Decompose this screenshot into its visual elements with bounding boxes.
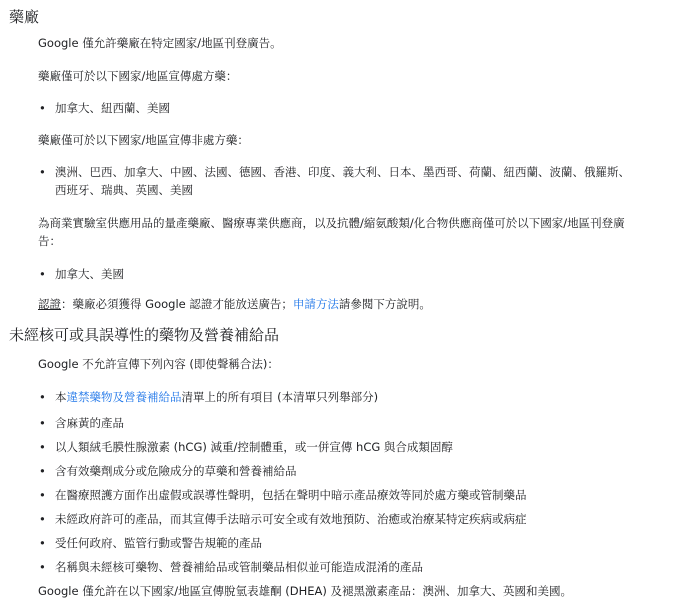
bullet-dot: • — [39, 267, 46, 281]
list-item-text: 在醫療照護方面作出虛假或誤導性聲明，包括在聲明中暗示產品療效等同於處方藥或管制藥品 — [55, 488, 527, 502]
list-item — [55, 413, 124, 433]
certification-tail: 請參閱下方說明。 — [338, 297, 431, 311]
pharma-heading: 藥廠 — [9, 8, 40, 26]
list-item-text: 含有效藥劑成分或危險成分的草藥和營養補給品 — [55, 464, 297, 478]
rx-label: 藥廠僅可於以下國家/地區宣傳非處方藥： — [38, 133, 249, 147]
list-item — [55, 533, 262, 553]
certification-text: ：藥廠必須獲得 Google 認證才能放送廣告； — [61, 297, 293, 311]
bullet-dot: • — [39, 416, 46, 430]
list-item-text: 受任何政府、監管行動或警告規範的產品 — [55, 536, 262, 550]
otc-countries: 加拿大、紐西蘭、美國 — [55, 101, 170, 115]
prohibited-list-link[interactable]: 違禁藥物及營養補給品 — [66, 390, 182, 404]
list-item-text: 以人類絨毛膜性腺激素 (hCG) 減重/控制體重，或一併宣傳 hCG 與合成類固醇 — [55, 440, 453, 454]
bullet-dot: • — [39, 536, 46, 550]
list-item — [55, 485, 527, 505]
list-item-text: 本 — [55, 390, 67, 404]
suppliers-line2: 告： — [38, 234, 61, 248]
bullet-dot: • — [39, 488, 46, 502]
certification-label: 認證 — [38, 297, 61, 311]
list-item-text: 名稱與未經核可藥物、營養補給品或管制藥品相似並可能造成混淆的產品 — [55, 560, 423, 574]
bullet-dot: • — [39, 165, 46, 179]
list-item — [55, 461, 297, 481]
certification-line — [38, 294, 431, 314]
apply-method-link[interactable]: 申請方法 — [292, 297, 339, 311]
unapproved-intro: Google 不允許宣傳下列內容 (即使聲稱合法)： — [38, 357, 279, 371]
list-item-text: 未經政府許可的產品，而其宣傳手法暗示可安全或有效地預防、治癒或治療某特定疾病或病症 — [55, 512, 527, 526]
otc-label: 藥廠僅可於以下國家/地區宣傳處方藥： — [38, 69, 238, 83]
unapproved-heading: 未經核可或具誤導性的藥物及營養補給品 — [9, 326, 280, 344]
list-item — [55, 437, 453, 457]
bullet-dot: • — [39, 464, 46, 478]
list-item-text-tail: 清單上的所有項目 (本清單只列舉部分) — [181, 390, 379, 404]
list-item — [55, 509, 527, 529]
bullet-dot: • — [39, 440, 46, 454]
list-item — [55, 387, 378, 407]
pharma-intro: Google 僅允許藥廠在特定國家/地區刊登廣告。 — [38, 36, 282, 50]
bullet-dot: • — [39, 390, 46, 404]
dhea-note: Google 僅允許在以下國家/地區宣傳脫氫表雄酮 (DHEA) 及褪黑激素產品：澳洲、加拿大、英國和美國。 — [38, 584, 572, 598]
list-item-text: 含麻黃的產品 — [55, 416, 124, 430]
rx-countries-line2: 西班牙、瑞典、英國、美國 — [55, 183, 193, 197]
bullet-dot: • — [39, 101, 46, 115]
suppliers-line1: 為商業實驗室供應用品的量產藥廠、醫療專業供應商，以及抗體/縮氨酸類/化合物供應商僅可於以下國家/地區刊登廣 — [38, 216, 625, 230]
bullet-dot: • — [39, 560, 46, 574]
list-item — [55, 557, 423, 577]
bullet-dot: • — [39, 512, 46, 526]
rx-countries-line1: 澳洲、巴西、加拿大、中國、法國、德國、香港、印度、義大利、日本、墨西哥、荷蘭、紐西蘭、波蘭、俄羅斯、 — [55, 165, 630, 179]
suppliers-countries: 加拿大、美國 — [55, 267, 124, 281]
